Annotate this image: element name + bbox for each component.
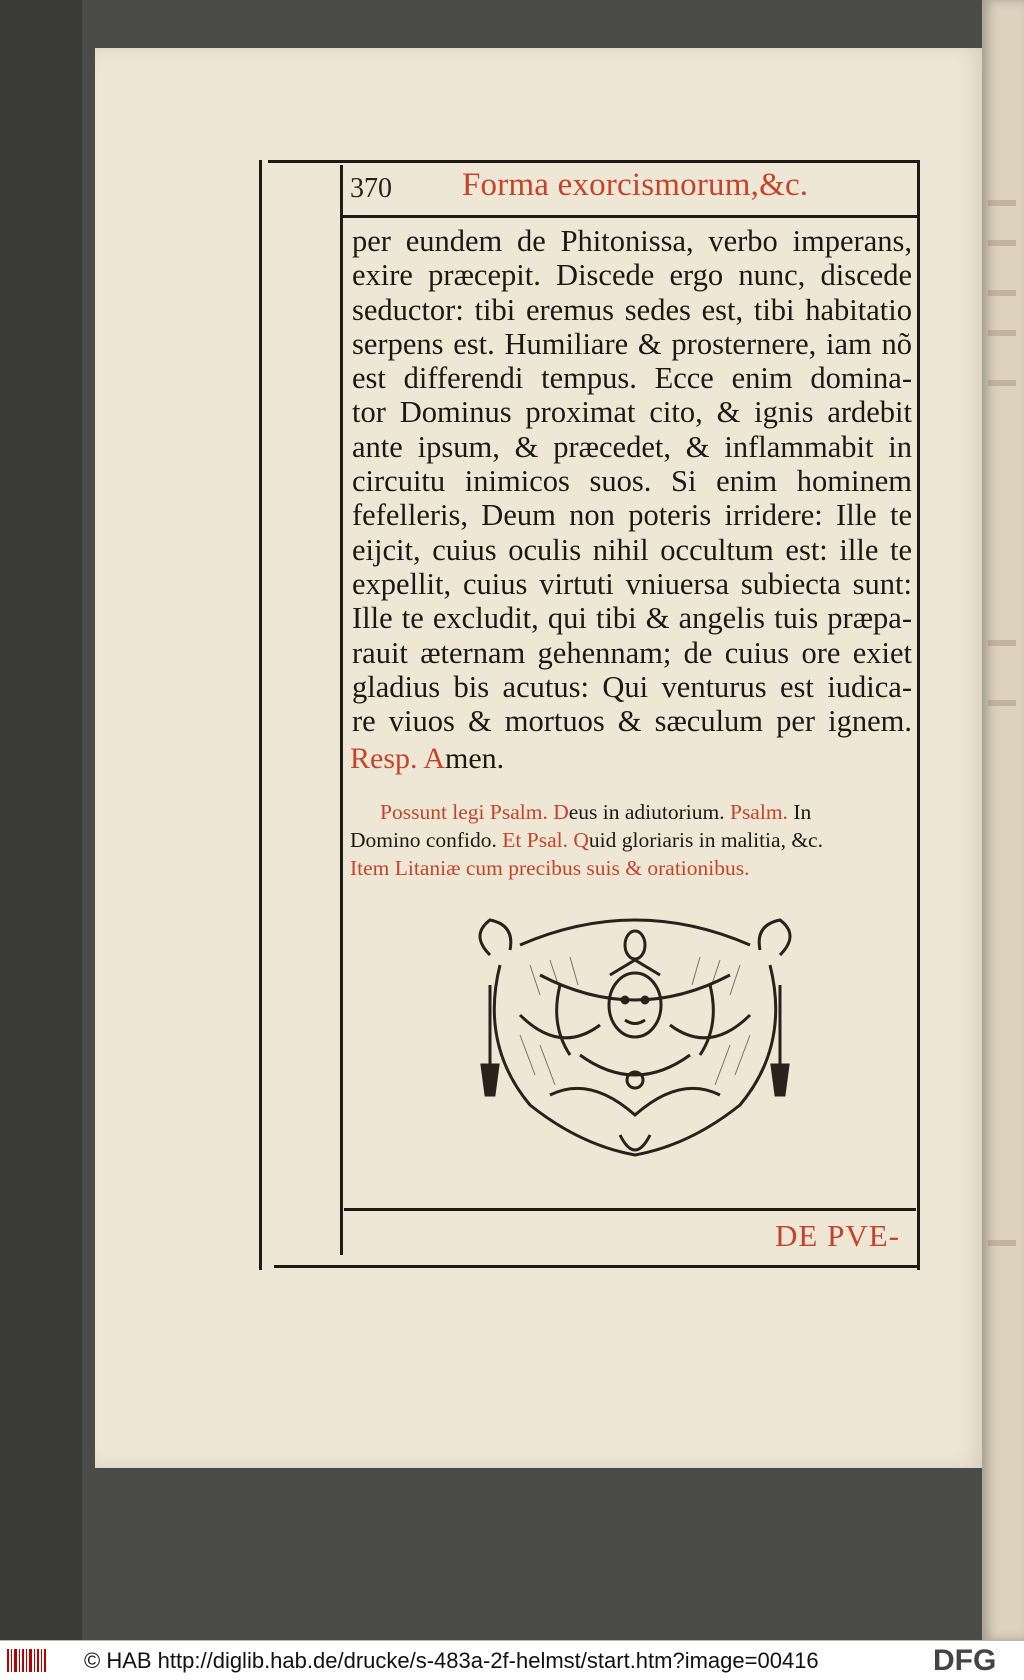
text-line: circuitu inimicos suos. Si enim hominem <box>352 464 912 499</box>
frame-top-rule <box>268 160 920 163</box>
page-number: 370 <box>350 173 392 204</box>
note-text: In <box>793 800 812 824</box>
note-rubric: Possunt legi Psalm. <box>380 800 548 824</box>
response-initial: A <box>423 742 446 775</box>
text-line: fefelleris, Deum non poteris irridere: Ille te <box>352 498 912 533</box>
note-text: Domino confido. <box>350 828 497 852</box>
page-header <box>350 165 920 210</box>
catchword: DE PVE- <box>775 1218 900 1253</box>
note-text: eus in adiutorium. <box>568 800 725 824</box>
response-text: men. <box>445 742 505 775</box>
footer-bar <box>0 1640 1024 1680</box>
body-text <box>352 224 912 738</box>
note-initial: D <box>553 800 569 824</box>
text-line: tor Dominus proximat cito, & ignis ardebit <box>352 395 912 430</box>
text-line: eijcit, cuius oculis nihil occultum est: ille te <box>352 532 912 567</box>
frame-right-rule <box>917 160 920 1270</box>
dfg-logo: DFG <box>933 1644 997 1677</box>
text-line: re viuos & mortuos & sæculum per ignem. <box>352 704 912 739</box>
text-line: exire præcepit. Discede ergo nunc, discede <box>352 258 912 293</box>
frame-header-rule <box>340 215 920 218</box>
text-line: Ille te excludit, qui tibi & angelis tuis præpa- <box>352 601 912 636</box>
frame-left-inner <box>340 165 343 1255</box>
text-line: expellit, cuius virtuti vniuersa subiecta sunt: <box>352 566 912 601</box>
adjacent-page-edge <box>982 0 1024 1640</box>
text-line: ante ipsum, & præcedet, & inflammabit in <box>352 429 912 464</box>
note-initial: Q <box>573 828 589 852</box>
text-line: rauit æternam gehennam; de cuius ore exiet <box>352 635 912 670</box>
running-title: Forma exorcismorum,&c. <box>462 167 809 203</box>
scan-background <box>0 0 82 1640</box>
response-line <box>350 742 504 776</box>
rubric-note <box>350 798 912 882</box>
note-line <box>350 798 912 826</box>
note-rubric: Psalm. <box>729 800 788 824</box>
text-line: per eundem de Phitonissa, verbo imperans, <box>352 224 912 258</box>
response-label: Resp. <box>350 742 418 775</box>
text-line: seductor: tibi eremus sedes est, tibi habitatio <box>352 292 912 327</box>
note-text: uid gloriaris in malitia, &c. <box>588 828 823 852</box>
frame-bottom-rule <box>274 1265 920 1268</box>
note-rubric: Et Psal. <box>502 828 568 852</box>
text-line: gladius bis acutus: Qui venturus est iudica- <box>352 669 912 704</box>
frame-inner-bottom-rule <box>344 1208 916 1211</box>
note-line <box>350 826 912 854</box>
grotesque-mask-ornament-icon <box>460 905 810 1165</box>
barcode-icon <box>6 1647 48 1674</box>
footer-credit: © HAB http://diglib.hab.de/drucke/s-483a-2f-helmst/start.htm?image=00416 <box>84 1648 819 1673</box>
text-line: serpens est. Humiliare & prosternere, iam nõ <box>352 326 912 361</box>
text-line: est differendi tempus. Ecce enim domina- <box>352 361 912 396</box>
note-line: Item Litaniæ cum precibus suis & orationibus. <box>350 856 750 880</box>
frame-left-outer <box>259 160 262 1270</box>
